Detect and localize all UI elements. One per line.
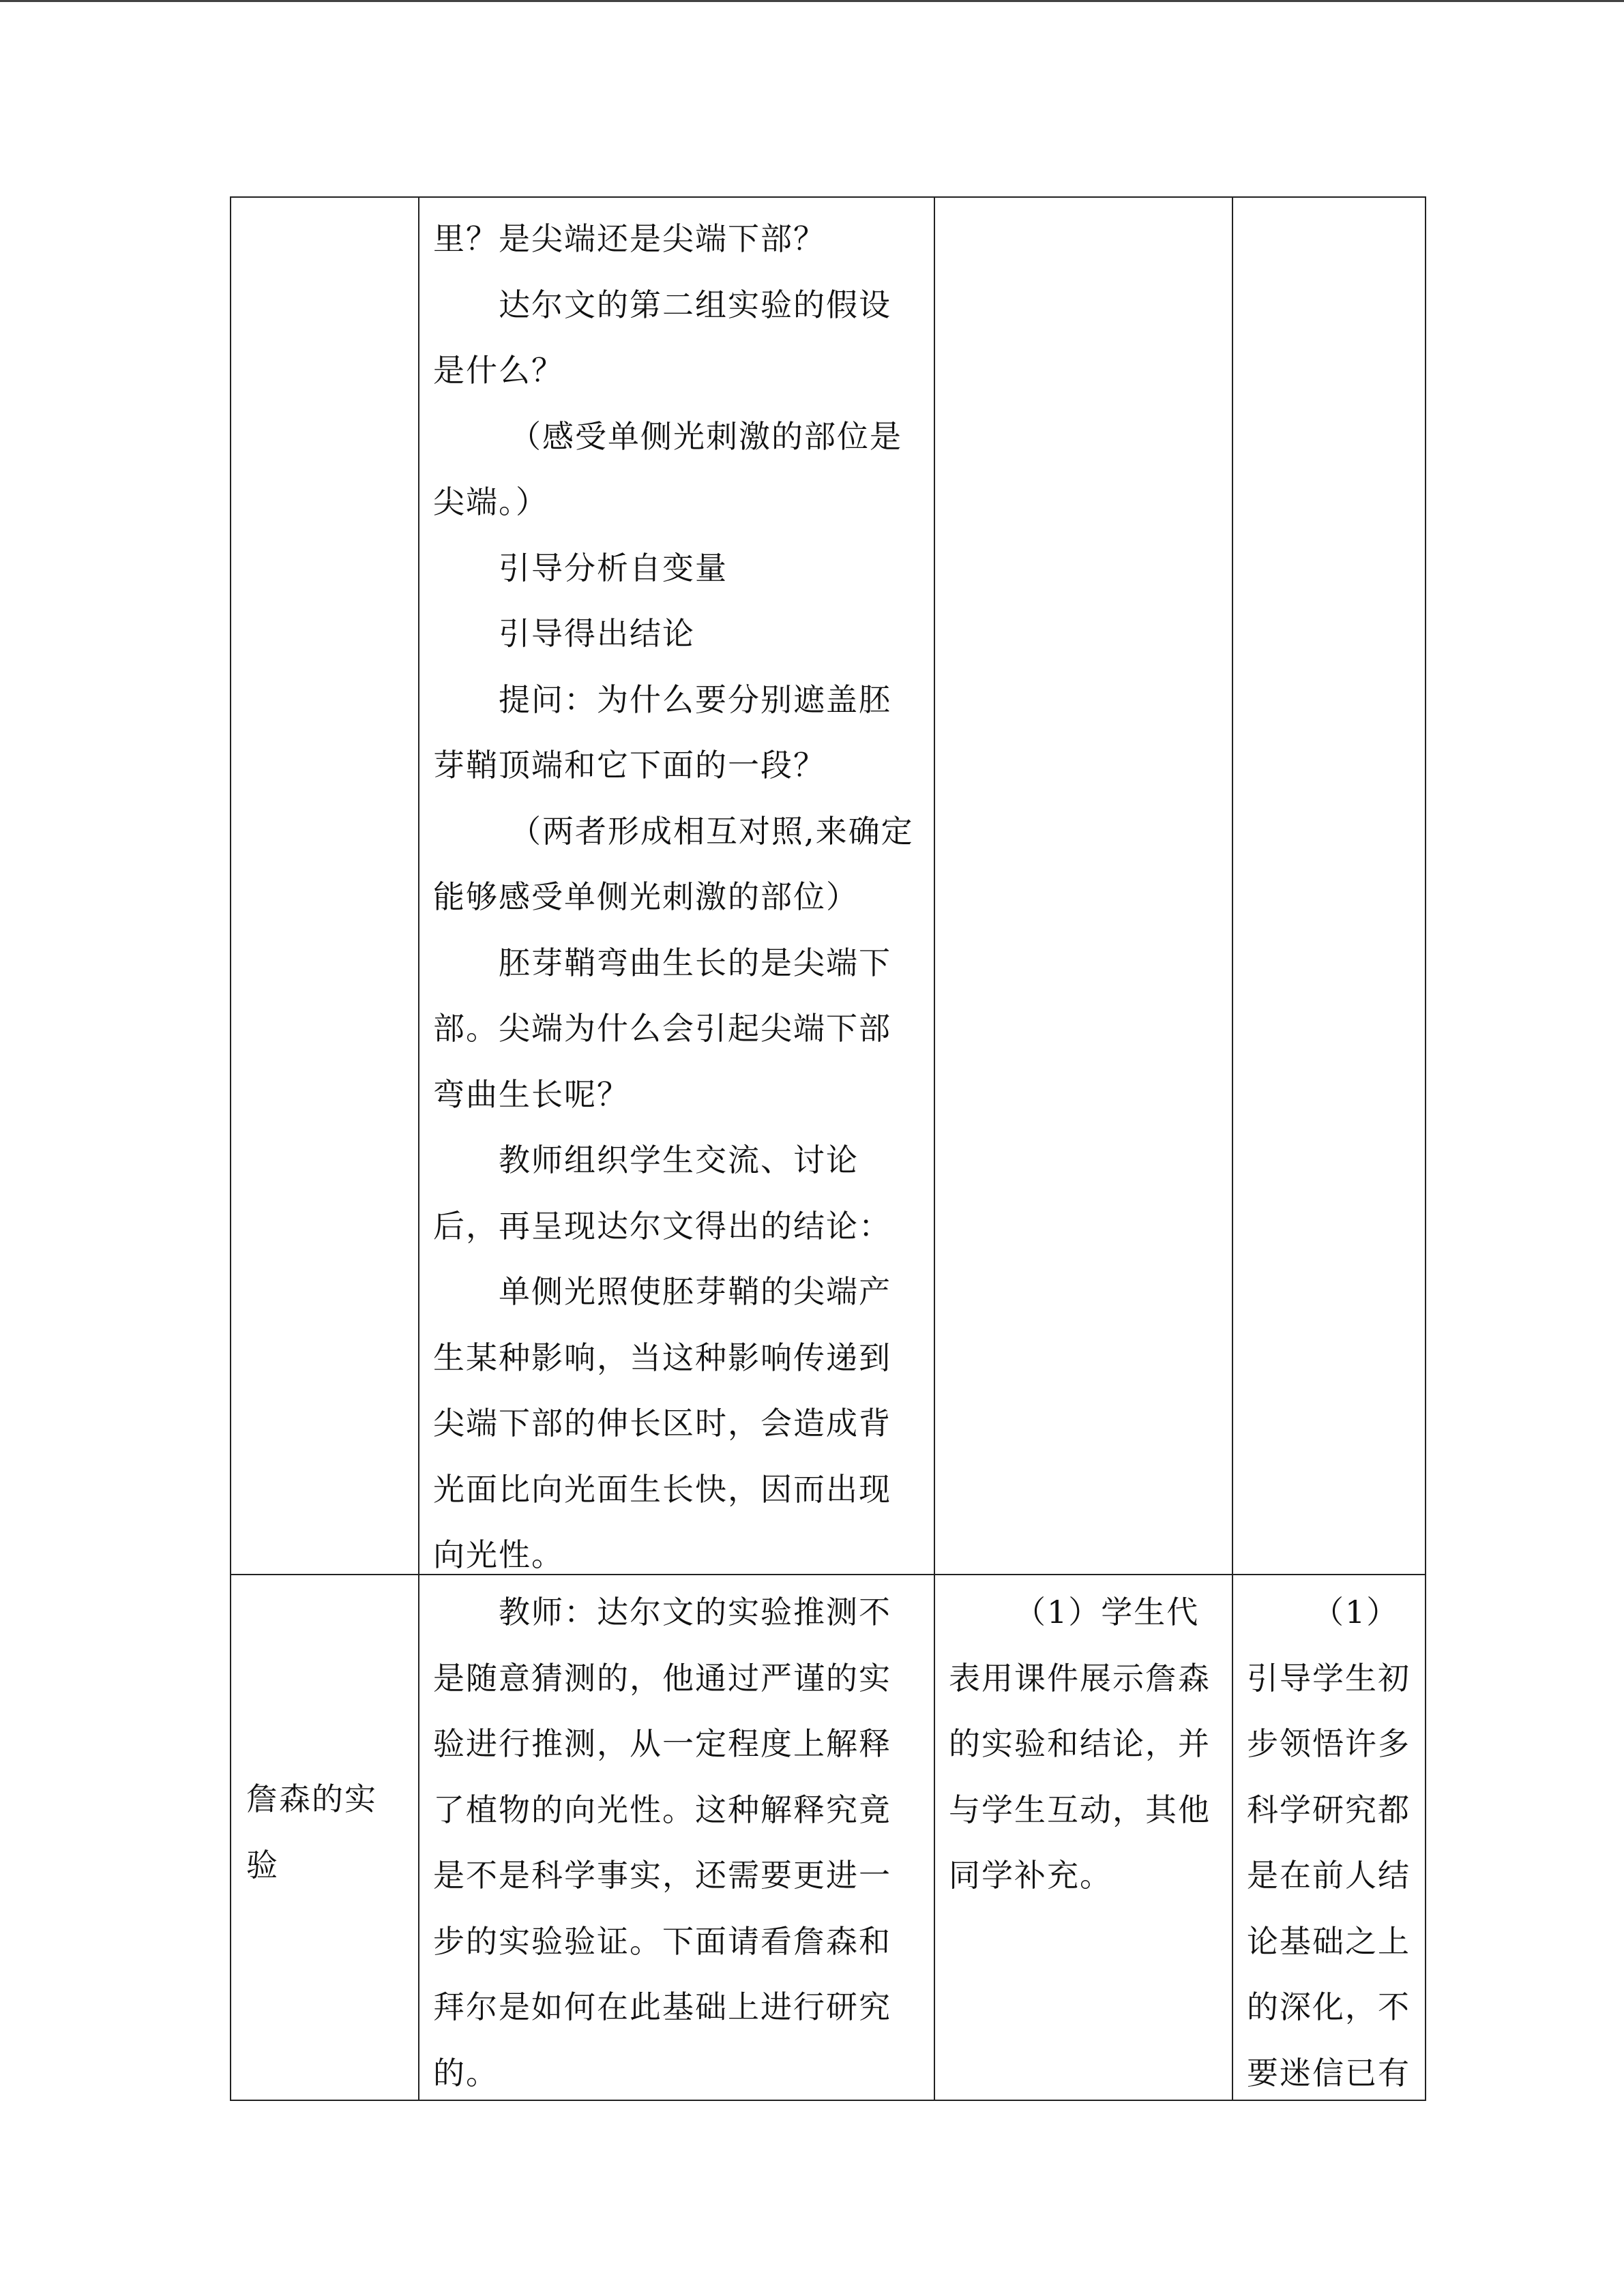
text-line: 教师组织学生交流、讨论: [499, 1142, 859, 1178]
text-line: 是在前人结: [1247, 1857, 1411, 1894]
text-line: （1）: [1312, 1594, 1400, 1630]
text-line: 是随意猜测的，他通过严谨的实: [433, 1659, 891, 1697]
text-line: 了植物的向光性。这种解释究竟: [433, 1791, 891, 1828]
stage-cell: [231, 198, 418, 1574]
text-line: 能够感受单侧光刺激的部位）: [433, 878, 859, 915]
text-line: 尖端下部的伸长区时，会造成背: [433, 1405, 891, 1442]
text-line: 引导分析自变量: [499, 549, 728, 586]
table-row-jensen-experiment: [231, 1575, 1425, 2101]
text-line: 的深化，不: [1247, 1988, 1411, 2025]
text-line: 单侧光照使胚芽鞘的尖端产: [499, 1273, 891, 1310]
text-line: 表用课件展示詹森: [949, 1659, 1211, 1697]
text-line: 引导得出结论: [499, 615, 695, 652]
page-top-border: [0, 0, 1624, 2]
text-line: 验进行推测，从一定程度上解释: [433, 1725, 891, 1762]
text-line: （1）学生代: [1014, 1594, 1200, 1630]
text-line: 要迷信已有: [1247, 2054, 1411, 2091]
design-intent-cell: [1232, 1575, 1428, 2101]
text-line: 引导学生初: [1247, 1659, 1411, 1697]
text-line: 拜尔是如何在此基础上进行研究: [433, 1988, 891, 2025]
text-line: 胚芽鞘弯曲生长的是尖端下: [499, 944, 891, 981]
text-line: 论基础之上: [1247, 1922, 1411, 1960]
student-activity-cell: [934, 198, 1233, 1574]
stage-cell: [231, 1575, 418, 2101]
teacher-activity-text: [419, 198, 935, 1588]
text-line: 的实验和结论，并: [949, 1725, 1211, 1762]
text-line: 生某种影响，当这种影响传递到: [433, 1339, 891, 1376]
text-line: 步的实验验证。下面请看詹森和: [433, 1922, 891, 1960]
text-line: 芽鞘顶端和它下面的一段？: [433, 747, 826, 784]
text-line: 步领悟许多: [1247, 1725, 1411, 1762]
text-line: 尖端。）: [433, 483, 548, 520]
text-line: 同学补充。: [949, 1857, 1112, 1894]
text-line: 弯曲生长呢？: [433, 1075, 630, 1113]
lesson-plan-table: [230, 196, 1426, 2101]
design-intent-text: [1233, 1575, 1428, 2106]
text-line: 验: [246, 1846, 279, 1883]
teacher-activity-text: [419, 1575, 935, 2106]
text-line: 光面比向光面生长快，因而出现: [433, 1470, 891, 1508]
text-line: 部。尖端为什么会引起尖端下部: [433, 1010, 891, 1047]
text-line: 教师：达尔文的实验推测不: [499, 1594, 891, 1630]
student-activity-text: [935, 1575, 1233, 1909]
text-line: 詹森的实: [246, 1780, 377, 1817]
text-line: 里？是尖端还是尖端下部？: [433, 220, 826, 257]
stage-label: [231, 1766, 377, 1898]
text-line: 后，再呈现达尔文得出的结论：: [433, 1207, 891, 1244]
text-line: （感受单侧光刺激的部位是: [510, 417, 902, 455]
text-line: 科学研究都: [1247, 1791, 1411, 1828]
text-line: （两者形成相互对照,来确定: [510, 812, 914, 850]
student-activity-cell: [934, 1575, 1233, 2101]
text-line: 是什么？: [433, 352, 564, 389]
text-line: 的。: [433, 2054, 499, 2091]
table-row-darwin-experiment: [231, 198, 1425, 1575]
teacher-activity-cell: [418, 198, 935, 1574]
design-intent-cell: [1232, 198, 1428, 1574]
text-line: 达尔文的第二组实验的假设: [499, 286, 891, 323]
text-line: 与学生互动，其他: [949, 1791, 1211, 1828]
teacher-activity-cell: [418, 1575, 935, 2101]
text-line: 向光性。: [433, 1536, 564, 1573]
text-line: 提问：为什么要分别遮盖胚: [499, 681, 891, 718]
text-line: 是不是科学事实，还需要更进一: [433, 1857, 891, 1894]
